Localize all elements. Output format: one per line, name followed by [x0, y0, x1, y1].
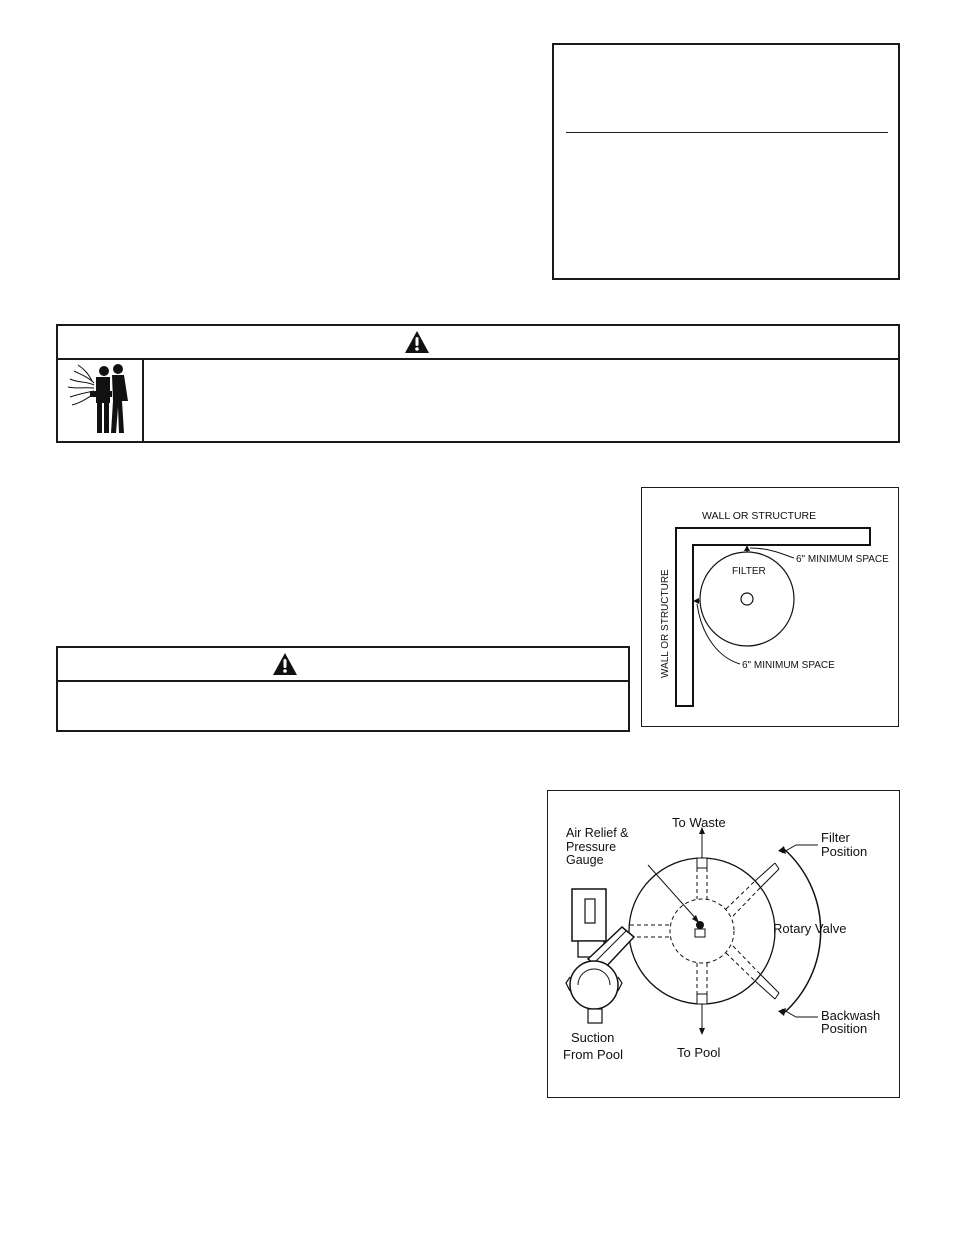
- clearance-diagram: [642, 488, 897, 725]
- valve-diagram: [548, 791, 898, 1096]
- warning-triangle-icon: [272, 652, 298, 676]
- pictogram-cell: [58, 358, 144, 441]
- notice-box: [552, 43, 900, 280]
- rotary-valve-label: Rotary Valve: [773, 921, 847, 936]
- to-pool-label: To Pool: [677, 1045, 721, 1060]
- warning-box-lifting: [56, 324, 900, 443]
- warning-triangle-icon: [404, 330, 430, 354]
- clearance-figure: [641, 487, 899, 727]
- suction-label: Suction: [571, 1030, 615, 1045]
- air-relief-label: Air Relief &: [566, 826, 629, 840]
- lifting-hazard-icon: [64, 361, 138, 439]
- side-space-label: 6" MINIMUM SPACE: [742, 660, 835, 671]
- top-space-label: 6" MINIMUM SPACE: [796, 554, 889, 565]
- air-relief-label: Pressure: [566, 840, 617, 854]
- notice-divider: [566, 132, 888, 133]
- filter-position-label: Position: [821, 844, 868, 859]
- backwash-position-label: Backwash: [821, 1008, 881, 1023]
- warning-header: [58, 648, 628, 682]
- filter-label: FILTER: [732, 566, 766, 577]
- warning-header: [58, 326, 898, 360]
- valve-figure: [547, 790, 900, 1098]
- wall-side-label: WALL OR STRUCTURE: [660, 569, 671, 678]
- filter-position-label: Filter: [821, 830, 850, 845]
- to-waste-label: To Waste: [672, 815, 726, 830]
- backwash-position-label: Position: [821, 1021, 868, 1036]
- wall-top-label: WALL OR STRUCTURE: [702, 510, 817, 522]
- suction-label: From Pool: [563, 1047, 623, 1062]
- air-relief-label: Gauge: [566, 853, 604, 867]
- warning-box-clearance: [56, 646, 630, 732]
